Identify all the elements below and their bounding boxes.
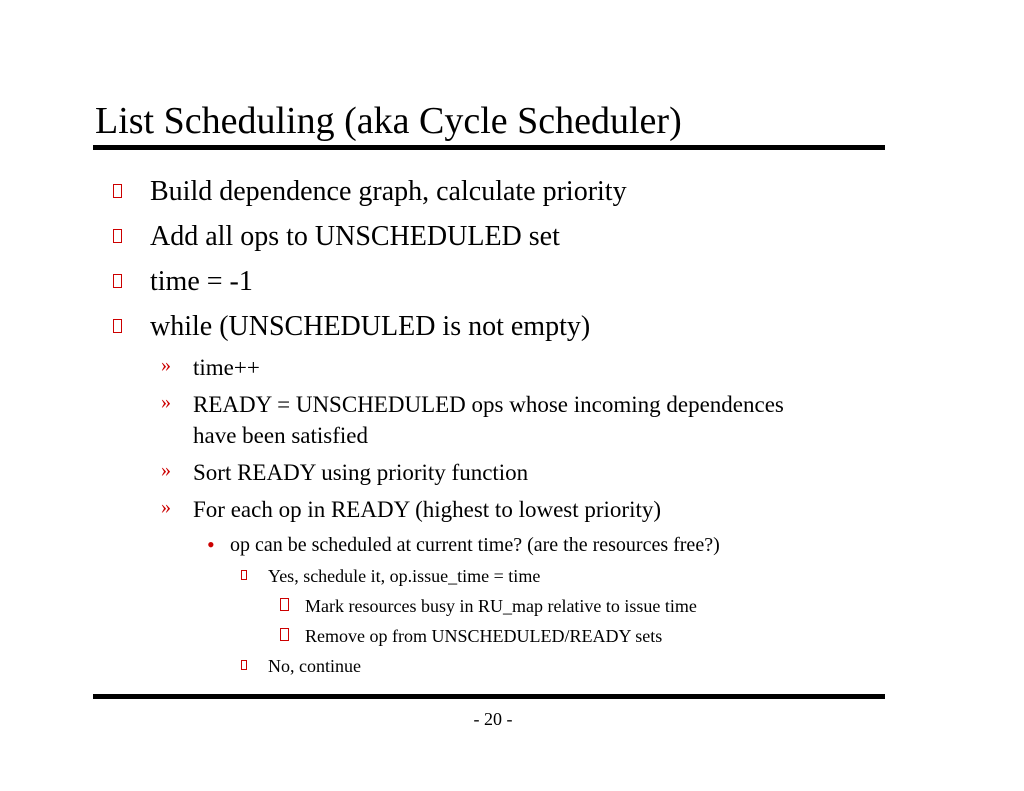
bullet-text: op can be scheduled at current time? (are the resources free?) [230,534,720,556]
bullet-text: For each op in READY (highest to lowest priority) [193,497,662,522]
bullet-item-add-ops [150,221,560,253]
bullet-marker-icon [113,184,122,198]
bullet-text: Add all ops to UNSCHEDULED set [150,221,560,252]
page-number: - 20 - [473,709,513,729]
title-underline [93,145,885,150]
chevron-bullet-icon: » [161,459,171,481]
sub-sub-bullet-item-can-schedule [207,532,720,557]
sub-bullet-item-time-increment [161,352,260,383]
sub-bullet-item-for-each [161,494,662,525]
chevron-bullet-icon: » [161,354,171,376]
chevron-bullet-icon: » [161,391,171,413]
footer-rule [93,694,885,699]
bullet-text: time = -1 [150,266,253,297]
slide-title: List Scheduling (aka Cycle Scheduler) [95,100,682,142]
level4-bullet-item-no [268,654,361,678]
bullet-text: No, continue [268,656,361,676]
bullet-text: Yes, schedule it, op.issue_time = time [268,566,541,586]
bullet-text: Remove op from UNSCHEDULED/READY sets [305,626,663,646]
bullet-text: have been satisfied [193,423,368,448]
level5-bullet-item-remove-op [305,624,662,648]
bullet-marker-icon [113,229,122,243]
chevron-bullet-icon: » [161,496,171,518]
bullet-item-time-init [150,266,253,298]
bullet-marker-icon [280,628,289,641]
sub-bullet-continuation [193,420,368,451]
level4-bullet-item-yes [268,564,540,588]
bullet-text: Build dependence graph, calculate priority [150,176,627,207]
dot-bullet-icon: • [207,532,215,557]
bullet-text: time++ [193,355,260,380]
sub-bullet-item-sort-ready [161,457,529,488]
bullet-marker-icon [241,660,247,670]
bullet-item-build-graph [150,176,627,208]
bullet-marker-icon [113,274,122,288]
bullet-item-while-loop [150,311,590,343]
bullet-marker-icon [280,598,289,611]
bullet-marker-icon [241,570,247,580]
sub-bullet-item-ready-set [161,389,784,420]
level5-bullet-item-mark-busy [305,594,697,618]
bullet-text: Sort READY using priority function [193,460,529,485]
bullet-text: READY = UNSCHEDULED ops whose incoming dependences [193,392,784,417]
bullet-marker-icon [113,319,122,333]
bullet-text: while (UNSCHEDULED is not empty) [150,311,591,342]
bullet-text: Mark resources busy in RU_map relative to issue time [305,596,697,616]
